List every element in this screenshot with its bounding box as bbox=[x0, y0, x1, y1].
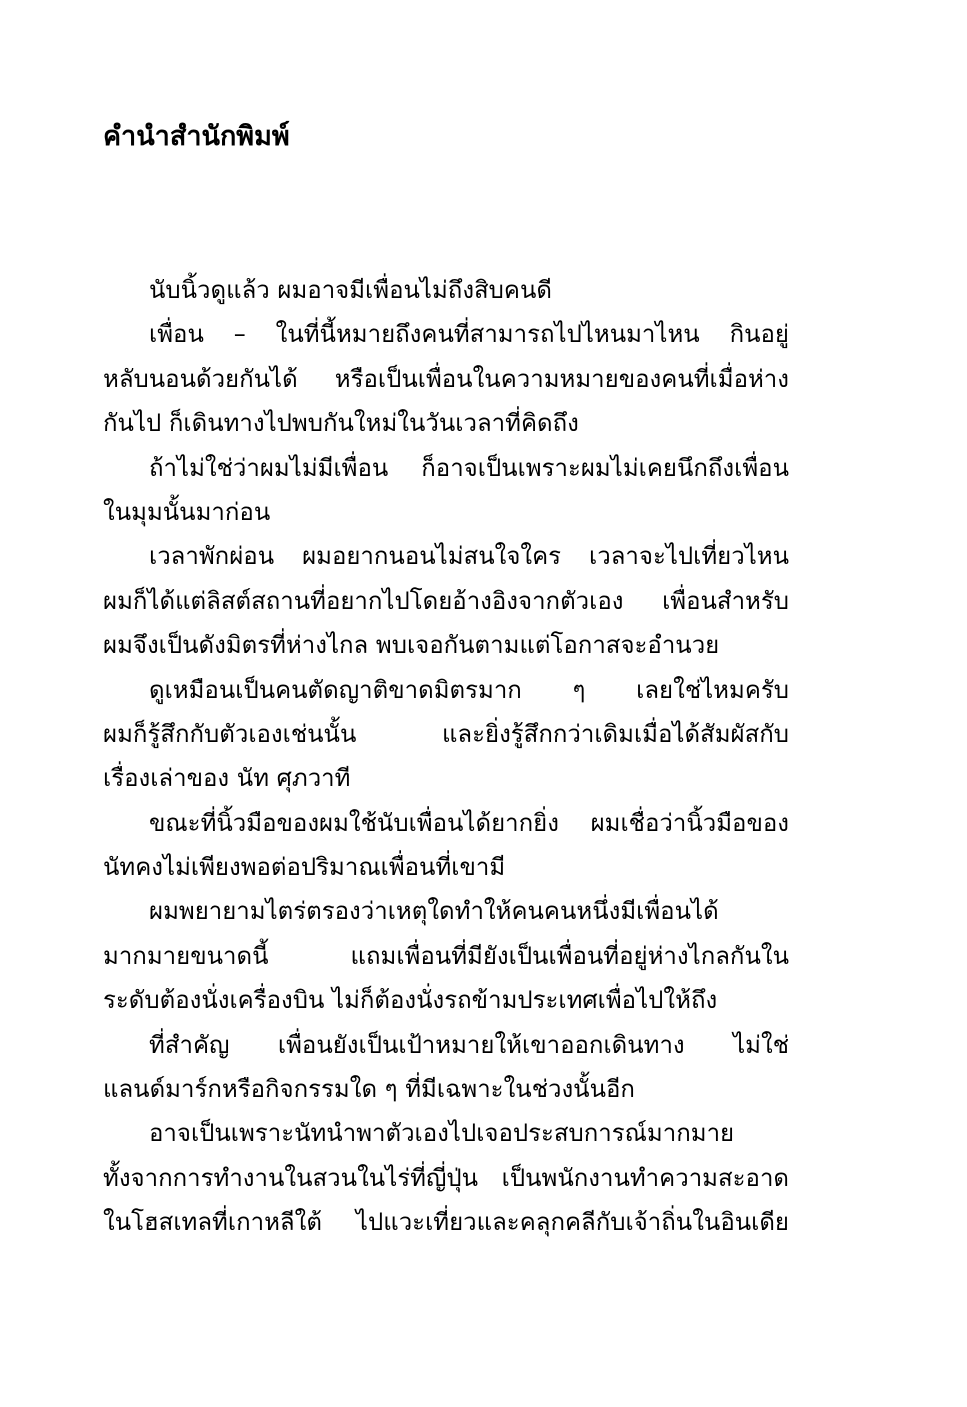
text-line: ที่สำคัญ เพื่อนยังเป็นเป้าหมายให้เขาออกเดินทาง ไม่ใช่ bbox=[149, 1030, 789, 1059]
text-line: ถ้าไม่ใช่ว่าผมไม่มีเพื่อน ก็อาจเป็นเพราะผมไม่เคยนึกถึงเพื่อน bbox=[149, 453, 789, 482]
text-line: ขณะที่นิ้วมือของผมใช้นับเพื่อนได้ยากยิ่ง ผมเชื่อว่านิ้วมือของ bbox=[149, 808, 789, 837]
text-line: มากมายขนาดนี้ แถมเพื่อนที่มียังเป็นเพื่อนที่อยู่ห่างไกลกันใน bbox=[103, 941, 789, 970]
text-line: ระดับต้องนั่งเครื่องบิน ไม่ก็ต้องนั่งรถข้ามประเทศเพื่อไปให้ถึง bbox=[103, 986, 718, 1015]
text-line: ผมพยายามไตร่ตรองว่าเหตุใดทำให้คนคนหนึ่งมีเพื่อนได้ bbox=[149, 897, 719, 926]
body-text bbox=[103, 268, 789, 1245]
text-line: เวลาพักผ่อน ผมอยากนอนไม่สนใจใคร เวลาจะไปเที่ยวไหน bbox=[149, 542, 789, 571]
text-line: ผมก็ได้แต่ลิสต์สถานที่อยากไปโดยอ้างอิงจากตัวเอง เพื่อนสำหรับ bbox=[103, 586, 789, 615]
text-line: กันไป ก็เดินทางไปพบกันใหม่ในวันเวลาที่คิดถึง bbox=[103, 409, 579, 438]
text-line: ผมก็รู้สึกกับตัวเองเช่นนั้น และยิ่งรู้สึกกว่าเดิมเมื่อได้สัมผัสกับ bbox=[103, 719, 789, 748]
text-line: นัทคงไม่เพียงพอต่อปริมาณเพื่อนที่เขามี bbox=[103, 853, 506, 882]
text-line: ผมจึงเป็นดังมิตรที่ห่างไกล พบเจอกันตามแต่โอกาสจะอำนวย bbox=[103, 631, 720, 660]
page-heading: คำนำสำนักพิมพ์ bbox=[103, 121, 290, 152]
text-line: เพื่อน – ในที่นี้หมายถึงคนที่สามารถไปไหนมาไหน กินอยู่ bbox=[149, 320, 789, 349]
text-line: หลับนอนด้วยกันได้ หรือเป็นเพื่อนในความหมายของคนที่เมื่อห่าง bbox=[103, 364, 789, 393]
text-line: ทั้งจากการทำงานในสวนในไร่ที่ญี่ปุ่น เป็นพนักงานทำความสะอาด bbox=[103, 1163, 789, 1192]
text-line: ในโฮสเทลที่เกาหลีใต้ ไปแวะเที่ยวและคลุกคลีกับเจ้าถิ่นในอินเดีย bbox=[103, 1208, 789, 1237]
text-line: ในมุมนั้นมาก่อน bbox=[103, 497, 271, 526]
text-line: เรื่องเล่าของ นัท ศุภวาที bbox=[103, 764, 351, 793]
text-line: นับนิ้วดูแล้ว ผมอาจมีเพื่อนไม่ถึงสิบคนดี bbox=[149, 276, 552, 304]
text-line: อาจเป็นเพราะนัทนำพาตัวเองไปเจอประสบการณ์มากมาย bbox=[149, 1119, 735, 1148]
text-line: แลนด์มาร์กหรือกิจกรรมใด ๆ ที่มีเฉพาะในช่วงนั้นอีก bbox=[103, 1075, 635, 1104]
text-line: ดูเหมือนเป็นคนตัดญาติขาดมิตรมาก ๆ เลยใช่ไหมครับ bbox=[149, 675, 789, 704]
